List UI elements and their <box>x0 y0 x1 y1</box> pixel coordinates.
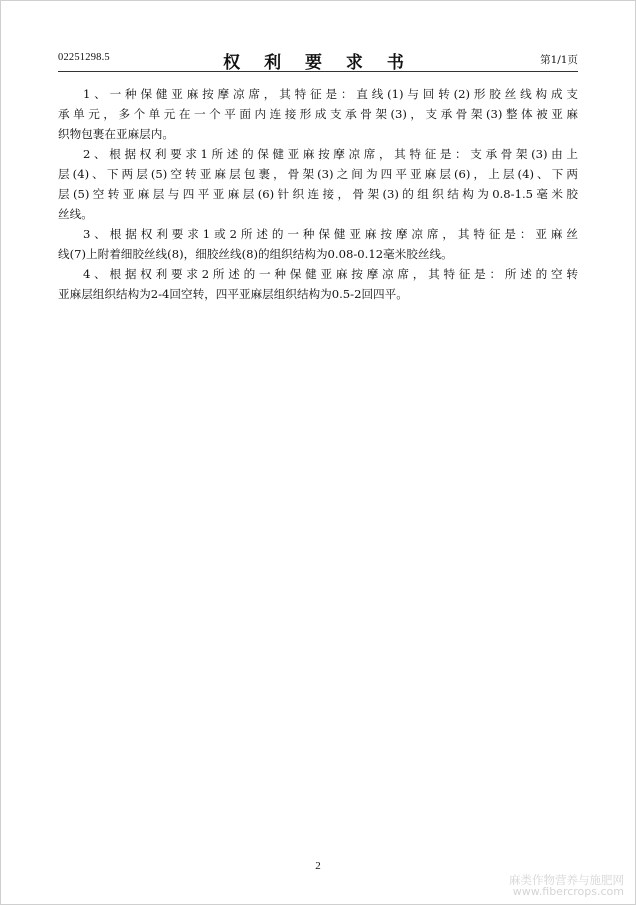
document-title: 权 利 要 求 书 <box>223 53 413 73</box>
claim-2 <box>58 144 578 224</box>
claim-line: 4、根据权利要求2所述的一种保健亚麻按摩凉席，其特征是：所述的空转 <box>83 267 578 281</box>
claim-4 <box>58 264 578 304</box>
page-number: 2 <box>315 860 321 872</box>
document-header <box>58 48 578 73</box>
watermark-site-name: 麻类作物营养与施肥网 <box>509 873 624 887</box>
claim-line: 层(5)空转亚麻层与四平亚麻层(6)针织连接，骨架(3)的组织结构为0.8-1.5毫米胶 <box>58 187 578 201</box>
watermark <box>509 874 624 898</box>
claim-3 <box>58 224 578 264</box>
claim-line: 丝线。 <box>58 207 93 221</box>
claim-line: 1、一种保健亚麻按摩凉席，其特征是：直线(1)与回转(2)形胶丝线构成支 <box>83 87 578 101</box>
page-label: 第1/1页 <box>540 54 578 66</box>
application-number: 02251298.5 <box>58 52 110 63</box>
claim-line: 层(4)、下两层(5)空转亚麻层包裹，骨架(3)之间为四平亚麻层(6)，上层(4)、下两 <box>58 167 578 181</box>
header-rule <box>58 71 578 72</box>
claims-body <box>58 84 578 304</box>
claim-line: 2、根据权利要求1所述的保健亚麻按摩凉席，其特征是：支承骨架(3)由上 <box>83 147 578 161</box>
claim-1 <box>58 84 578 144</box>
claim-line: 线(7)上附着细胶丝线(8)，细胶丝线(8)的组织结构为0.08-0.12毫米胶丝线。 <box>58 247 453 261</box>
claim-line: 织物包裹在亚麻层内。 <box>58 127 174 141</box>
claim-line: 亚麻层组织结构为2-4回空转，四平亚麻层组织结构为0.5-2回四平。 <box>58 287 408 301</box>
claim-line: 3、根据权利要求1或2所述的一种保健亚麻按摩凉席，其特征是：亚麻丝 <box>83 227 578 241</box>
claim-line: 承单元，多个单元在一个平面内连接形成支承骨架(3)，支承骨架(3)整体被亚麻 <box>58 107 578 121</box>
watermark-url: www.fibercrops.com <box>512 885 624 898</box>
